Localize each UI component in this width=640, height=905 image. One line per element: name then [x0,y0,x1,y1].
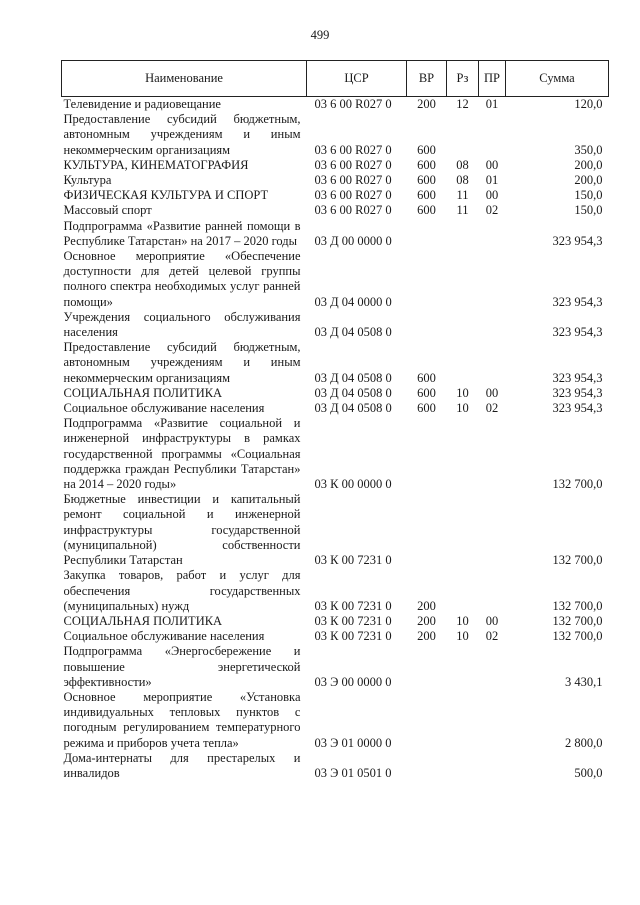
cell-vr [407,644,447,690]
cell-pr [479,340,506,386]
table-row [62,158,609,173]
cell-sum: 150,0 [574,203,603,218]
cell-vr [407,416,447,492]
cell-sum: 200,0 [574,173,603,188]
table-row [62,690,609,751]
cell-rz [447,492,479,568]
cell-pr: 00 [485,157,499,172]
cell-pr [479,690,506,751]
table-row [62,188,609,203]
cell-sum: 3 430,1 [565,674,603,689]
cell-csr: 03 К 00 0000 0 [314,477,392,492]
table-row [62,416,609,492]
cell-rz [447,568,479,614]
cell-vr [407,690,447,751]
table-row [62,173,609,188]
cell-pr [479,219,506,249]
cell-name: Основное мероприятие «Обеспечение доступности для детей целевой группы полного спектра необходимых услуг ранней помощи» [63,249,301,309]
cell-rz [447,340,479,386]
cell-sum: 150,0 [574,188,603,203]
cell-csr: 03 К 00 7231 0 [314,613,392,628]
cell-name: Подпрограмма «Развитие социальной и инженерной инфраструктуры в рамках государственной программы «Социальная поддержка граждан Республики Татарстан» на 2014 – 2020 годы» [63,416,301,492]
cell-sum: 132 700,0 [552,629,603,644]
cell-rz: 08 [456,173,469,188]
cell-rz [447,751,479,781]
cell-sum: 323 954,3 [552,294,603,309]
cell-sum: 120,0 [574,97,603,111]
cell-vr: 200 [417,97,436,111]
cell-name: Бюджетные инвестиции и капитальный ремонт социальной и инженерной инфраструктуры государственной (муниципальной) собственности Республики Татарстан [63,492,301,568]
cell-rz: 08 [456,157,469,172]
cell-name: СОЦИАЛЬНАЯ ПОЛИТИКА [63,385,223,400]
cell-pr: 00 [485,385,499,400]
cell-sum: 350,0 [574,142,603,157]
cell-pr: 01 [485,173,499,188]
table-row [62,751,609,781]
cell-rz: 10 [456,401,469,416]
cell-pr: 02 [485,629,499,644]
table-row [62,568,609,614]
cell-rz [447,249,479,310]
cell-csr: 03 Э 01 0501 0 [314,765,392,780]
cell-pr [479,644,506,690]
cell-sum: 323 954,3 [552,233,603,248]
column-header-csr: ЦСР [307,61,407,97]
cell-rz [447,644,479,690]
cell-rz: 11 [456,188,469,203]
cell-name: Дома-интернаты для престарелых и инвалидов [63,750,301,780]
cell-vr [407,310,447,340]
cell-csr: 03 6 00 R027 0 [314,97,392,111]
cell-sum: 323 954,3 [552,385,603,400]
cell-vr: 600 [417,203,436,218]
cell-sum: 132 700,0 [552,598,603,613]
cell-vr: 200 [417,613,436,628]
cell-pr [479,751,506,781]
cell-csr: 03 Д 04 0000 0 [314,294,392,309]
cell-csr: 03 Д 04 0508 0 [314,385,392,400]
cell-sum: 323 954,3 [552,325,603,340]
cell-rz: 10 [456,629,469,644]
cell-csr: 03 К 00 7231 0 [314,629,392,644]
cell-vr: 600 [417,188,436,203]
cell-sum: 2 800,0 [565,735,603,750]
table-row [62,401,609,416]
cell-name: Предоставление субсидий бюджетным, автономным учреждениям и иным некоммерческим организациям [63,340,301,385]
cell-csr: 03 Д 04 0508 0 [314,370,392,385]
cell-name: Основное мероприятие «Установка индивидуальных тепловых пунктов с погодным регулированием температурного режима и приборов учета тепла» [63,689,301,750]
cell-sum: 323 954,3 [552,370,603,385]
cell-csr: 03 Д 04 0508 0 [314,325,392,340]
cell-sum: 500,0 [574,765,603,780]
cell-sum: 132 700,0 [552,553,603,568]
cell-name: Подпрограмма «Развитие ранней помощи в Республике Татарстан» на 2017 – 2020 годы [63,218,301,248]
cell-rz [447,416,479,492]
table-header [62,61,609,97]
cell-pr: 00 [485,613,499,628]
table-row [62,97,609,113]
cell-rz [447,690,479,751]
cell-csr: 03 Э 00 0000 0 [314,674,392,689]
column-header-rz: Рз [447,61,479,97]
column-header-vr: ВР [407,61,447,97]
cell-name: Социальное обслуживание населения [63,401,265,416]
cell-sum: 132 700,0 [552,477,603,492]
cell-sum: 132 700,0 [552,613,603,628]
cell-name: Культура [63,173,112,188]
table-row [62,112,609,158]
cell-pr [479,568,506,614]
table-row [62,340,609,386]
cell-name: Социальное обслуживание населения [63,629,265,644]
cell-rz: 10 [456,613,469,628]
cell-vr [407,219,447,249]
cell-vr: 600 [417,157,436,172]
cell-name: Учреждения социального обслуживания населения [63,309,301,340]
table-row [62,249,609,310]
cell-rz: 11 [456,203,469,218]
cell-csr: 03 К 00 7231 0 [314,553,392,568]
cell-pr: 01 [485,97,499,111]
cell-csr: 03 6 00 R027 0 [314,188,392,203]
cell-vr: 600 [417,385,436,400]
table-row [62,310,609,340]
cell-vr: 200 [417,629,436,644]
cell-rz [447,219,479,249]
cell-csr: 03 6 00 R027 0 [314,203,392,218]
cell-csr: 03 6 00 R027 0 [314,157,392,172]
cell-pr: 02 [485,203,499,218]
table-row [62,219,609,249]
cell-csr: 03 Д 04 0508 0 [314,401,392,416]
cell-vr: 600 [417,401,436,416]
table-row [62,644,609,690]
cell-rz [447,310,479,340]
column-header-name: Наименование [62,61,307,97]
cell-vr [407,751,447,781]
cell-csr: 03 6 00 R027 0 [314,173,392,188]
cell-name: ФИЗИЧЕСКАЯ КУЛЬТУРА И СПОРТ [63,188,269,203]
cell-vr [407,249,447,310]
cell-vr: 600 [417,142,436,157]
cell-vr: 600 [417,173,436,188]
cell-sum: 200,0 [574,157,603,172]
cell-vr [407,492,447,568]
cell-csr: 03 Э 01 0000 0 [314,735,392,750]
cell-name: Предоставление субсидий бюджетным, автономным учреждениям и иным некоммерческим организациям [63,112,301,157]
cell-pr [479,249,506,310]
cell-pr: 00 [485,188,499,203]
cell-rz: 10 [456,385,469,400]
cell-name: Закупка товаров, работ и услуг для обеспечения государственных (муниципальных) нужд [63,568,301,613]
cell-name: Телевидение и радиовещание [63,97,221,111]
cell-csr: 03 Д 00 0000 0 [314,233,392,248]
cell-pr [479,416,506,492]
table-row [62,492,609,568]
cell-rz [447,112,479,158]
cell-name: Подпрограмма «Энергосбережение и повышение энергетической эффективности» [63,644,301,689]
cell-rz: 12 [456,97,469,111]
cell-csr: 03 К 00 7231 0 [314,598,392,613]
table-row [62,614,609,629]
column-header-sum: Сумма [506,61,609,97]
table-row [62,386,609,401]
cell-pr [479,310,506,340]
cell-pr: 02 [485,401,499,416]
page-number: 499 [310,28,330,42]
cell-name: Массовый спорт [63,203,152,218]
cell-pr [479,492,506,568]
cell-vr: 200 [417,598,436,613]
column-header-pr: ПР [479,61,506,97]
cell-name: КУЛЬТУРА, КИНЕМАТОГРАФИЯ [63,157,249,172]
budget-table [61,60,609,781]
cell-vr: 600 [417,370,436,385]
cell-sum: 323 954,3 [552,401,603,416]
cell-pr [479,112,506,158]
table-body [62,97,609,782]
table-row [62,203,609,218]
cell-csr: 03 6 00 R027 0 [314,142,392,157]
cell-name: СОЦИАЛЬНАЯ ПОЛИТИКА [63,613,223,628]
table-row [62,629,609,644]
